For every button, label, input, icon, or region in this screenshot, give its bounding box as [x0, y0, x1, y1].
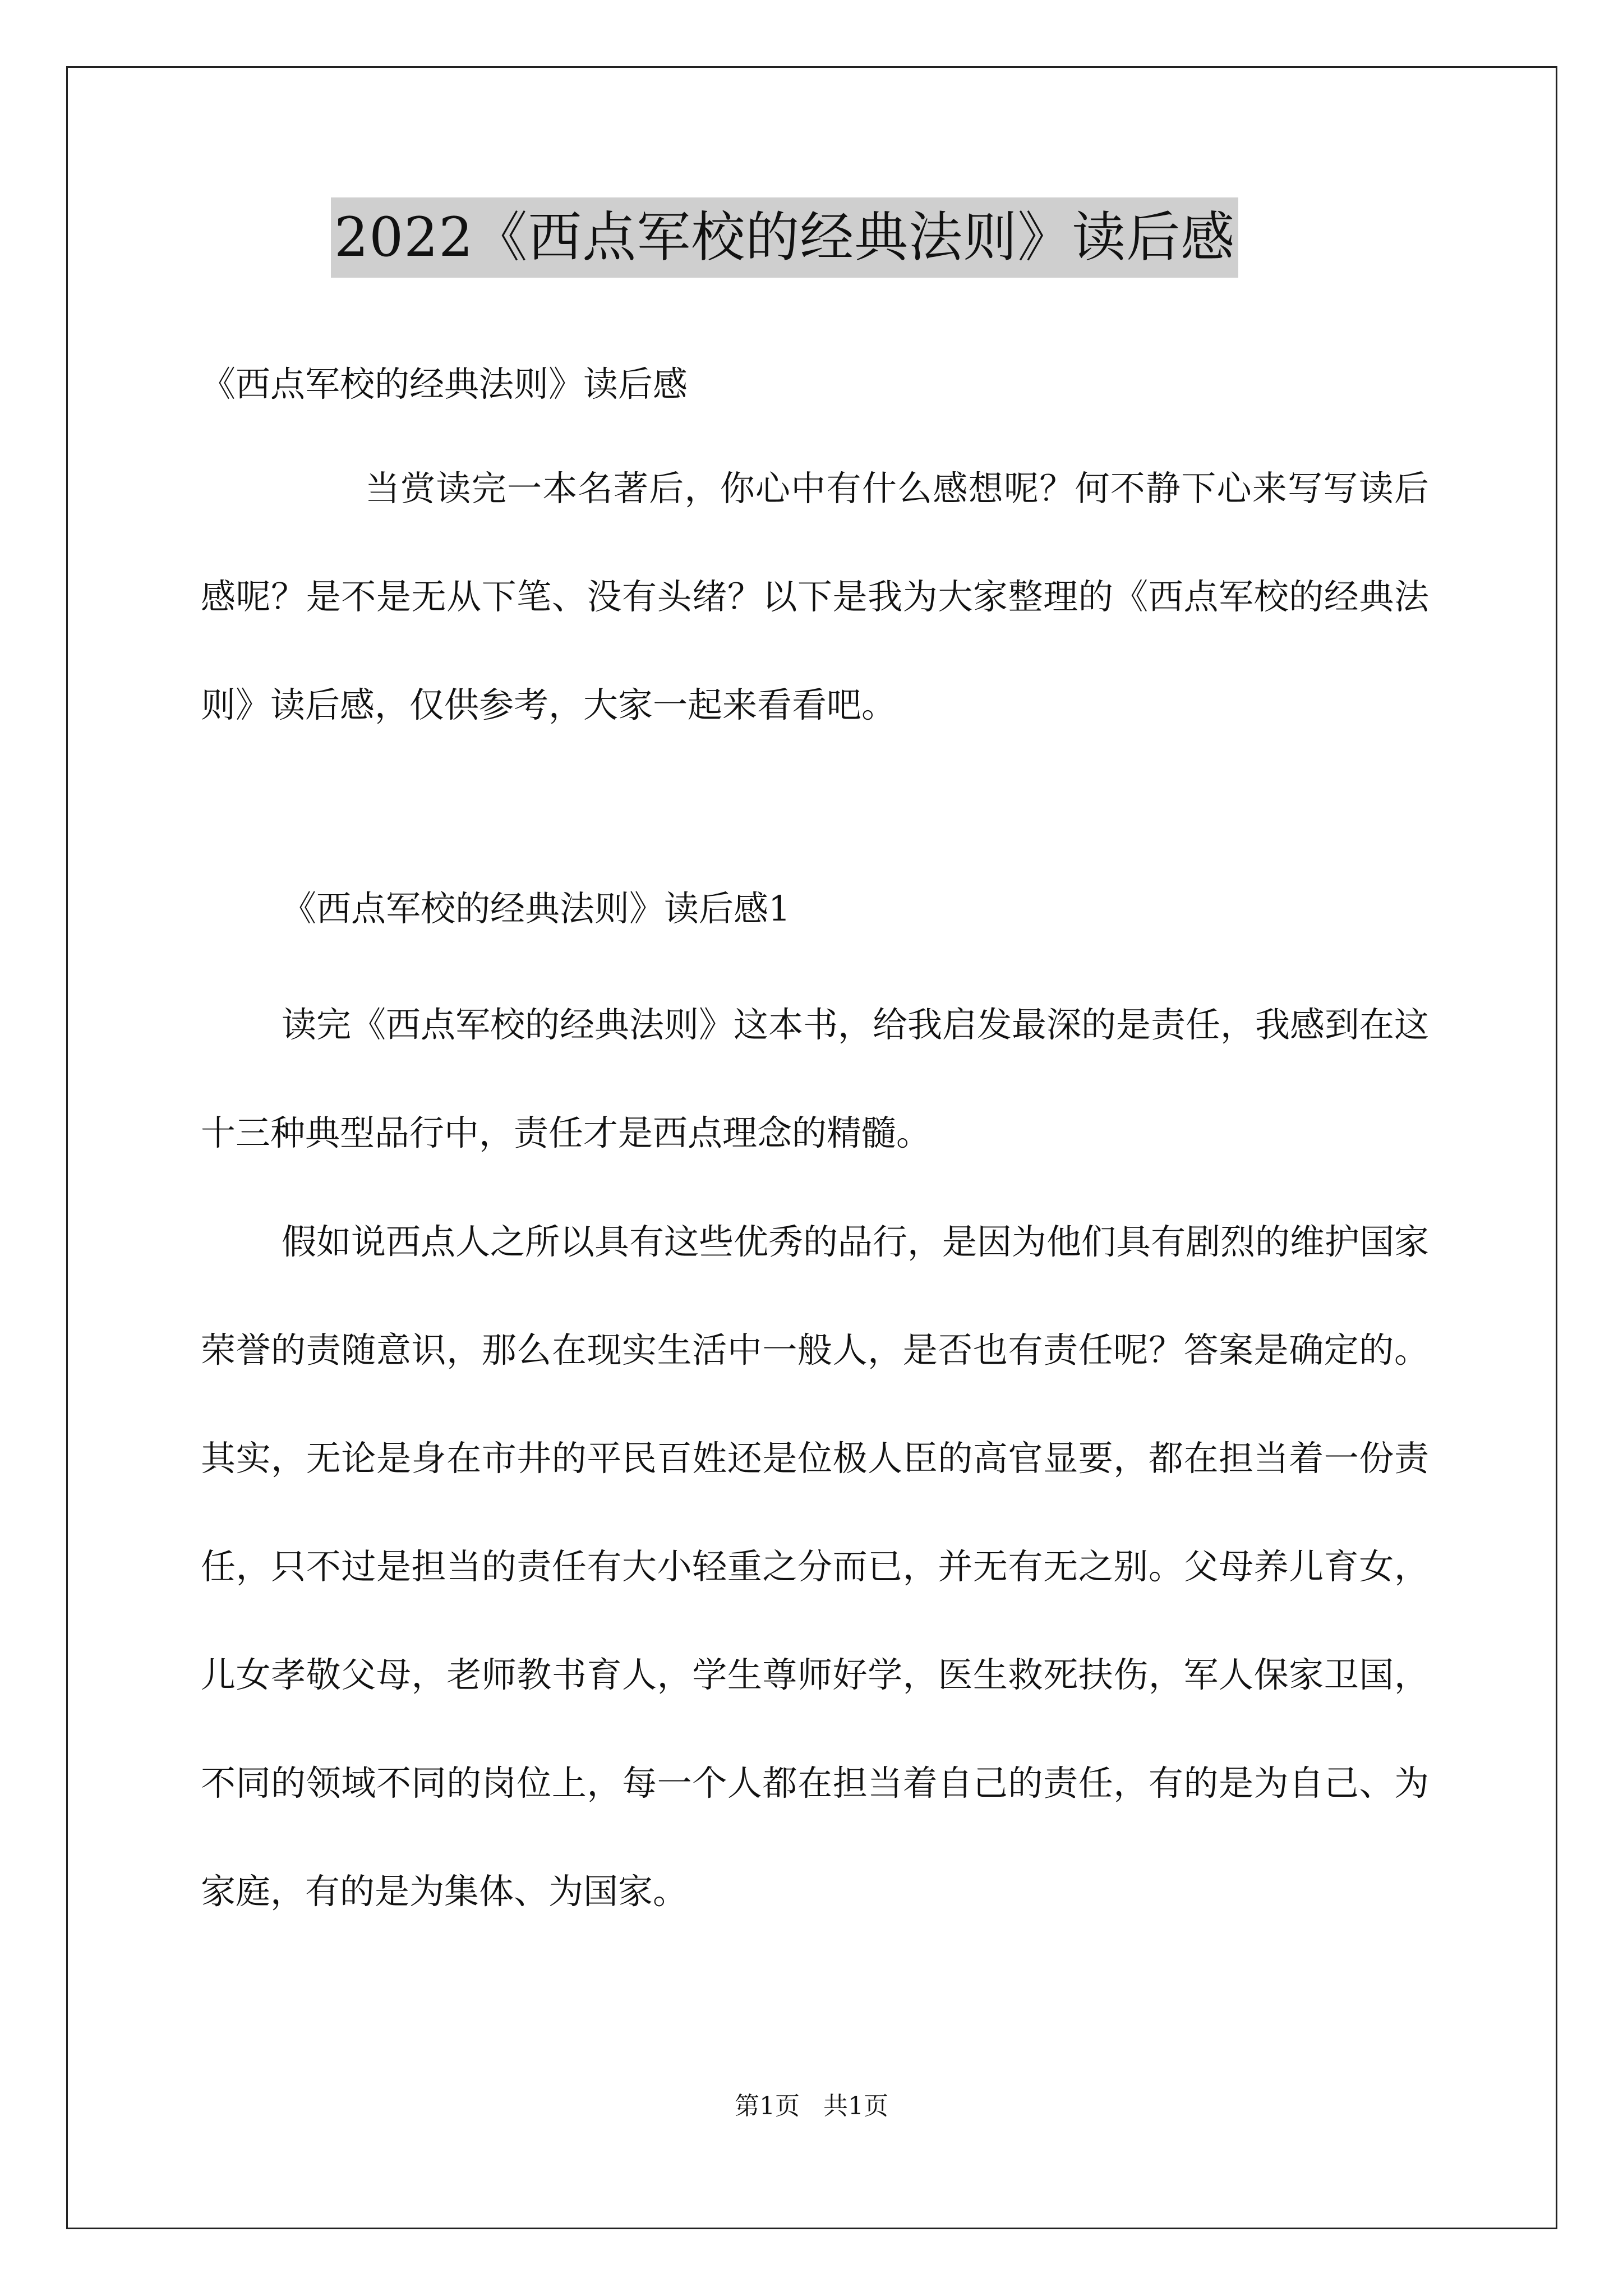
- document-subtitle: 《西点军校的经典法则》读后感: [201, 364, 688, 404]
- body-paragraph-1: 读完《西点军校的经典法则》这本书，给我启发最深的是责任，我感到在这十三种典型品行中，责任才是西点理念的精髓。: [201, 1004, 1430, 1153]
- document-title: 2022《西点军校的经典法则》读后感: [331, 197, 1238, 278]
- page-footer: 第1页 共1页: [735, 2092, 888, 2120]
- intro-paragraph: 当赏读完一本名著后，你心中有什么感想呢？何不静下心来写写读后感呢？是不是无从下笔、没有头绪？以下是我为大家整理的《西点军校的经典法则》读后感，仅供参考，大家一起来看看吧。: [201, 468, 1429, 725]
- body-paragraph-2: 假如说西点人之所以具有这些优秀的品行，是因为他们具有剧烈的维护国家荣誉的责随意识，那么在现实生活中一般人，是否也有责任呢？答案是确定的。其实，无论是身在市井的平民百姓还是位极人臣的高官显要，都在担当着一份责任，只不过是担当的责任有大小轻重之分而已，并无有无之别。父母养儿育女，儿女孝敬父母，老师教书育人，学生尊师好学，医生救死扶伤，军人保家卫国，不同的领域不同的岗位上，每一个人都在担当着自己的责任，有的是为自己、为家庭，有的是为集体、为国家。: [201, 1221, 1430, 1912]
- section-heading: 《西点军校的经典法则》读后感1: [282, 888, 791, 929]
